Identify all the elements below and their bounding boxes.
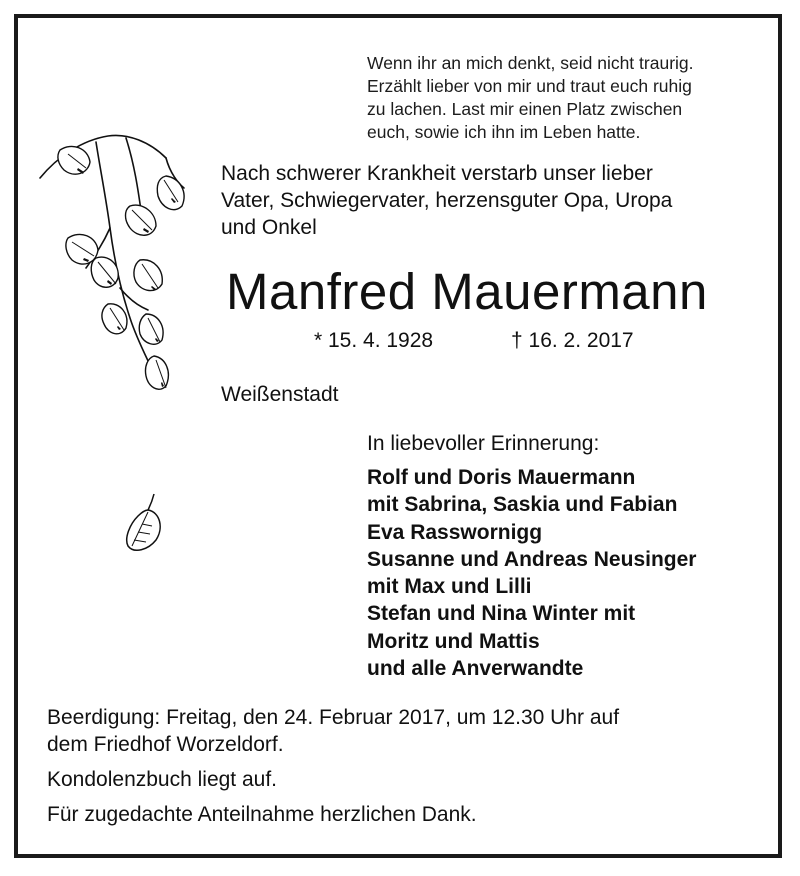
- memorial-poem: [367, 52, 694, 144]
- mourner-line: Moritz und Mattis: [367, 629, 540, 653]
- mourner-line: mit Sabrina, Saskia und Fabian: [367, 493, 678, 517]
- announcement-text: [221, 160, 672, 241]
- announcement-line: und Onkel: [221, 216, 317, 239]
- funeral-info: [47, 704, 619, 828]
- mourner-line: und alle Anverwandte: [367, 657, 584, 681]
- birch-branch-icon: [38, 128, 188, 408]
- mourner-line: Stefan und Nina Winter mit: [367, 602, 636, 626]
- poem-line: zu lachen. Last mir einen Platz zwischen: [367, 99, 683, 119]
- mourner-line: Susanne und Andreas Neusinger: [367, 547, 697, 571]
- mourner-line: Rolf und Doris Mauermann: [367, 466, 636, 489]
- mourners-heading: In liebevoller Erinnerung:: [367, 432, 600, 455]
- deceased-name: Manfred Mauermann: [226, 263, 708, 320]
- life-dates: [314, 327, 634, 355]
- poem-line: Erzählt lieber von mir und traut euch ruhig: [367, 76, 692, 96]
- mourner-line: Eva Rasswornigg: [367, 520, 543, 544]
- mourner-line: mit Max und Lilli: [367, 575, 532, 599]
- announcement-line: Vater, Schwiegervater, herzensguter Opa, Uropa: [221, 189, 673, 212]
- thanks-note: Für zugedachte Anteilnahme herzlichen Dank.: [47, 803, 477, 826]
- birth-date: * 15. 4. 1928: [314, 329, 434, 352]
- death-date: † 16. 2. 2017: [511, 329, 634, 352]
- falling-leaf-icon: [120, 490, 170, 560]
- condolence-note: Kondolenzbuch liegt auf.: [47, 768, 278, 791]
- funeral-line: Beerdigung: Freitag, den 24. Februar 2017, um 12.30 Uhr auf: [47, 706, 620, 729]
- hometown: Weißenstadt: [221, 383, 339, 406]
- funeral-line: dem Friedhof Worzeldorf.: [47, 733, 284, 756]
- poem-line: euch, sowie ich ihn im Leben hatte.: [367, 122, 641, 142]
- poem-line: Wenn ihr an mich denkt, seid nicht traurig.: [367, 53, 694, 73]
- announcement-line: Nach schwerer Krankheit verstarb unser lieber: [221, 162, 653, 185]
- mourners-list: [367, 464, 696, 682]
